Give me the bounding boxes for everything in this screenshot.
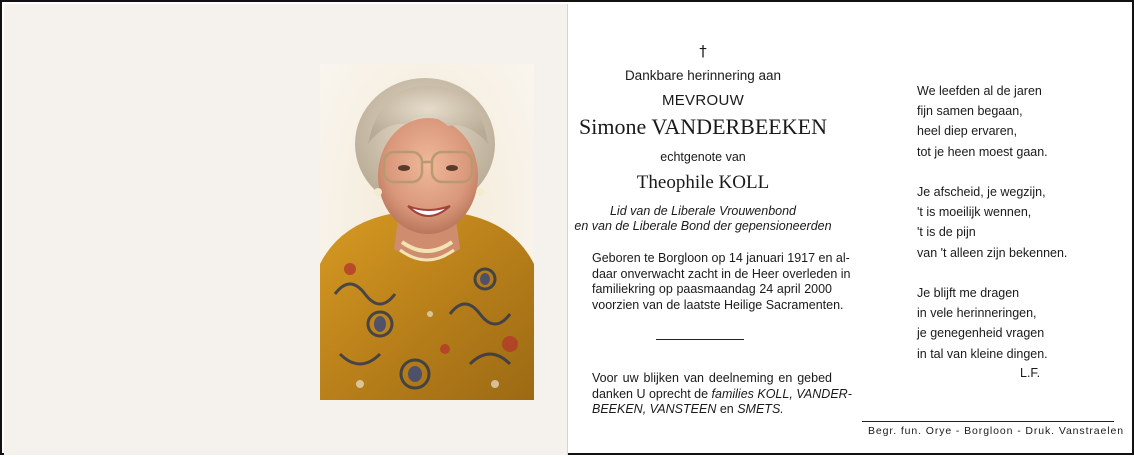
thanks-text: danken U oprecht de — [592, 386, 712, 401]
membership-line: Lid van de Liberale Vrouwenbond — [609, 204, 797, 218]
cross-icon: † — [699, 42, 707, 60]
divider-rule — [656, 339, 744, 340]
poem-line: in vele herinneringen, — [917, 306, 1037, 321]
poem-line: Je afscheid, je wegzijn, — [917, 185, 1046, 199]
thanks-families: families KOLL, VANDER- — [711, 386, 852, 401]
membership-text — [568, 204, 838, 234]
thanks-families: BEEKEN, VANSTEEN — [592, 402, 717, 416]
poem-line: Je blijft me dragen — [917, 286, 1020, 300]
thanks-line: Voor uw blijken van deelneming en gebed — [592, 371, 832, 385]
poem-line: 't is de pijn — [917, 225, 976, 240]
poem-line: in tal van kleine dingen. — [917, 346, 1048, 361]
poem-line: van 't alleen zijn bekennen. — [917, 245, 1068, 260]
poem-signature: L.F. — [1020, 366, 1041, 380]
poem-line: We leefden al de jaren — [917, 84, 1042, 98]
bio-line: voorzien van de laatste Heilige Sacramenten. — [592, 297, 844, 312]
poem-stanza — [917, 182, 1067, 263]
bio-line: daar onverwacht zacht in de Heer overleden in — [592, 266, 851, 281]
thanks-paragraph — [592, 371, 852, 418]
poem-stanza — [917, 283, 1067, 364]
spouse-label: echtgenote van — [660, 150, 746, 164]
poem-line: heel diep ervaren, — [917, 124, 1018, 139]
poem-line: 't is moeilijk wennen, — [917, 205, 1032, 220]
poem-line: je genegenheid vragen — [917, 326, 1045, 341]
bio-line: familiekring op paasmaandag 24 april 2000 — [592, 282, 832, 296]
footer-rule — [862, 421, 1114, 422]
honorific: MEVROUW — [661, 92, 745, 109]
poem-line: fijn samen begaan, — [917, 104, 1023, 119]
obituary-text — [568, 2, 852, 457]
thanks-line — [592, 402, 832, 418]
spouse-name: Theophile KOLL — [636, 172, 770, 193]
thanks-text: en — [716, 402, 738, 416]
intro-text: Dankbare herinnering aan — [624, 68, 782, 83]
membership-line: en van de Liberale Bond der gepensioneerden — [574, 219, 832, 233]
poem-stanza — [917, 81, 1067, 162]
portrait-photo — [320, 64, 534, 400]
thanks-line — [592, 386, 852, 403]
bio-line: Geboren te Borgloon op 14 januari 1917 en al- — [592, 251, 850, 265]
poem-line: tot je heen moest gaan. — [917, 144, 1048, 159]
printer-credit: Begr. fun. Orye - Borgloon - Druk. Vanstraelen — [868, 425, 1124, 437]
thanks-families: SMETS. — [737, 402, 784, 416]
biography-paragraph — [592, 251, 851, 313]
poem — [917, 81, 1067, 384]
deceased-name: Simone VANDERBEEKEN — [579, 114, 827, 139]
